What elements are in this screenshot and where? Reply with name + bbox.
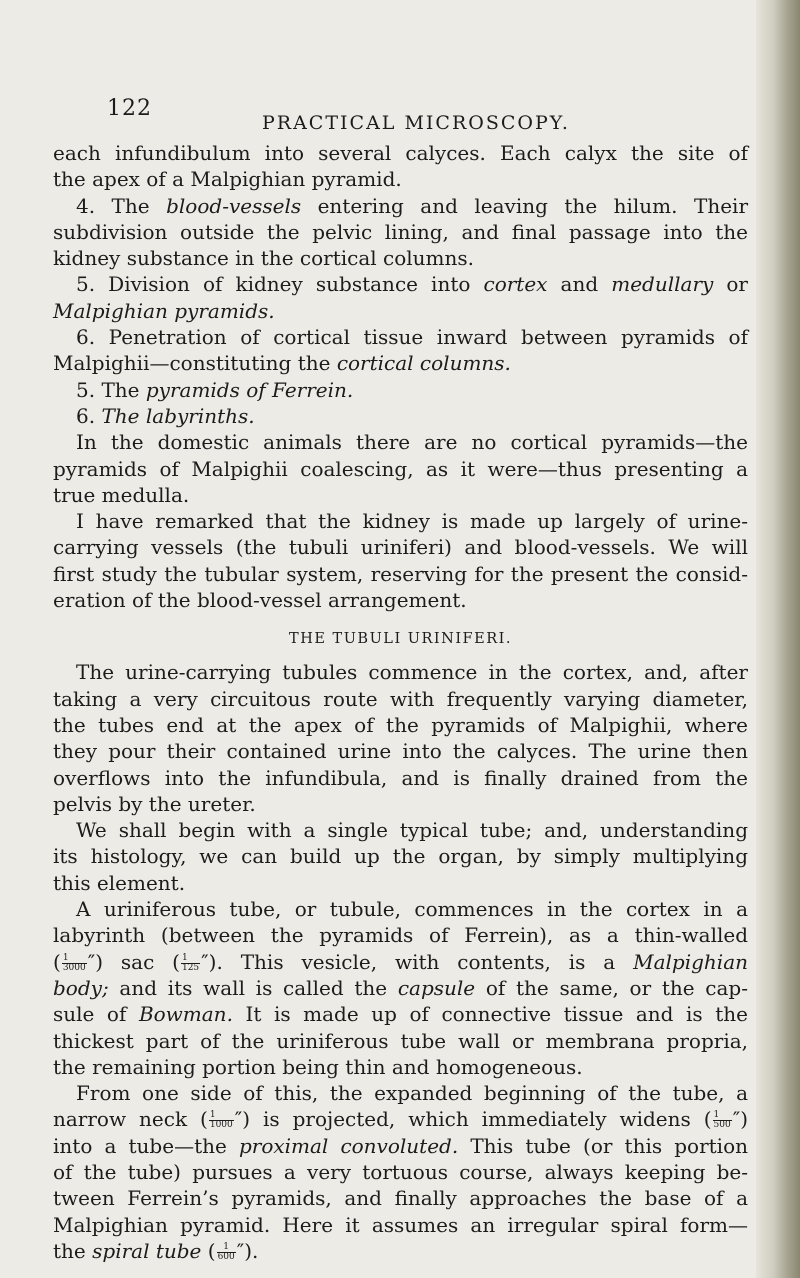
text-line: 6. The labyrinths. xyxy=(76,403,255,428)
text-line: the spiral tube ( $\frac{1}{600}$ ″). xyxy=(53,1238,259,1263)
text-line: of the tube) pursues a very tortuous course, always keeping be- xyxy=(53,1159,748,1184)
text-line: into a tube—the proximal convoluted. This tube (or this portion xyxy=(53,1133,748,1158)
text-line: carrying vessels (the tubuli uriniferi) and blood-vessels. We will xyxy=(53,535,748,560)
text-line: true medulla. xyxy=(53,482,190,507)
fraction: $\frac{1}{3000}$ xyxy=(62,952,86,973)
text-line: the apex of a Malpighian pyramid. xyxy=(53,167,402,192)
page-number: 122 xyxy=(107,96,152,121)
text-line: the tubes end at the apex of the pyramids of Malpighii, where xyxy=(53,712,748,737)
text-line: 5. The pyramids of Ferrein. xyxy=(76,377,354,402)
text-line: Malpighian pyramid. Here it assumes an irregular spiral form— xyxy=(53,1212,748,1237)
page-body xyxy=(53,140,748,1264)
text-line: each infundibulum into several calyces. Each calyx the site of xyxy=(53,141,748,165)
text-line: The urine-carrying tubules commence in the cortex, and, after xyxy=(76,660,748,685)
text-line: this element. xyxy=(53,870,186,895)
text-line: kidney substance in the cortical columns. xyxy=(53,246,474,271)
fraction: $\frac{1}{600}$ xyxy=(217,1241,235,1262)
text-line: Malpighii—constituting the cortical columns. xyxy=(53,351,511,376)
text-line: first study the tubular system, reserving for the present the consid- xyxy=(53,561,748,586)
fraction: $\frac{1}{500}$ xyxy=(713,1110,731,1131)
page-edge-shadow xyxy=(756,0,800,1278)
fraction: $\frac{1}{1000}$ xyxy=(209,1110,233,1131)
text-line: they pour their contained urine into the calyces. The urine then xyxy=(53,739,748,764)
fraction: $\frac{1}{125}$ xyxy=(181,952,200,973)
text-line: ( $\frac{1}{3000}$ ″) sac ( $\frac{1}{125}$ ″). This vesicle, with contents, is a Malpighian xyxy=(53,949,748,974)
text-line: pyramids of Malpighii coalescing, as it were—thus presenting a xyxy=(53,456,748,481)
text-line: overflows into the infundibula, and is finally drained from the xyxy=(53,765,748,790)
text-line: body; and its wall is called the capsule of the same, or the cap- xyxy=(53,975,748,1000)
running-head: PRACTICAL MICROSCOPY. xyxy=(262,112,570,134)
text-line: Malpighian pyramids. xyxy=(53,298,275,323)
text-line: tween Ferrein’s pyramids, and finally approaches the base of a xyxy=(53,1186,748,1211)
text-line: taking a very circuitous route with frequently varying diameter, xyxy=(53,686,748,711)
text-line: 5. Division of kidney substance into cortex and medullary or xyxy=(76,272,748,297)
text-line: In the domestic animals there are no cortical pyramids—the xyxy=(76,430,748,455)
text-line: 6. Penetration of cortical tissue inward between pyramids of xyxy=(76,325,748,350)
text-line: From one side of this, the expanded beginning of the tube, a xyxy=(76,1081,748,1106)
text-line: pelvis by the ureter. xyxy=(53,791,256,816)
text-line: thickest part of the uriniferous tube wall or membrana propria, xyxy=(53,1028,748,1053)
text-line: labyrinth (between the pyramids of Ferrein), as a thin-walled xyxy=(53,923,748,948)
text-line: the remaining portion being thin and homogeneous. xyxy=(53,1054,583,1079)
text-line: subdivision outside the pelvic lining, and final passage into the xyxy=(53,219,748,244)
section-heading: THE TUBULI URINIFERI. xyxy=(289,631,512,648)
text-line: I have remarked that the kidney is made up largely of urine- xyxy=(76,509,748,534)
text-line: A uriniferous tube, or tubule, commences in the cortex in a xyxy=(76,897,748,922)
text-line: narrow neck ( $\frac{1}{1000}$ ″) is projected, which immediately widens ( $\frac{1}{500}$ ″) xyxy=(53,1107,749,1132)
text-line: eration of the blood-vessel arrangement. xyxy=(53,588,467,613)
text-line: We shall begin with a single typical tube; and, understanding xyxy=(76,818,748,843)
text-line: 4. The blood-vessels entering and leaving the hilum. Their xyxy=(76,193,748,218)
text-line: sule of Bowman. It is made up of connective tissue and is the xyxy=(53,1002,748,1027)
text-line: its histology, we can build up the organ, by simply multiplying xyxy=(53,844,748,869)
